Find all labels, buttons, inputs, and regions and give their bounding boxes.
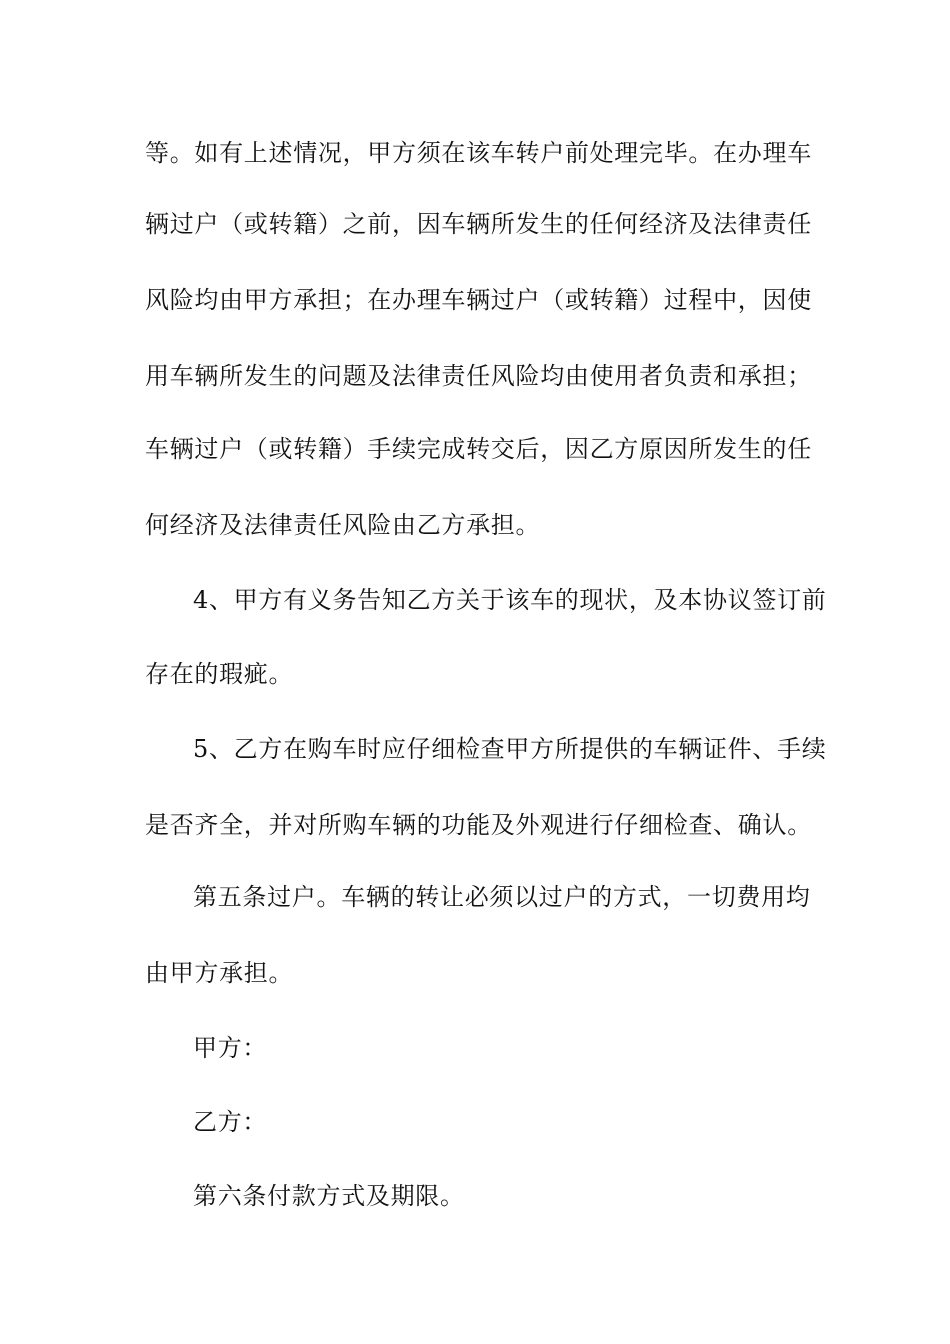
text-line: 辆过户（或转籍）之前，因车辆所发生的任何经济及法律责任 — [145, 210, 812, 238]
text-line: 由甲方承担。 — [145, 959, 294, 987]
paragraph-5-start: 5、乙方在购车时应仔细检查甲方所提供的车辆证件、手续 — [193, 735, 827, 763]
text-line: 等。如有上述情况，甲方须在该车转户前处理完毕。在办理车 — [145, 139, 812, 167]
text-line: 用车辆所发生的问题及法律责任风险均由使用者负责和承担； — [145, 362, 812, 390]
party-b-label: 乙方： — [193, 1108, 268, 1136]
text-line: 存在的瑕疵。 — [145, 660, 294, 688]
party-a-label: 甲方： — [193, 1034, 268, 1062]
article-6-heading: 第六条付款方式及期限。 — [193, 1182, 465, 1210]
text-line: 车辆过户（或转籍）手续完成转交后，因乙方原因所发生的任 — [145, 435, 812, 463]
text-line: 是否齐全，并对所购车辆的功能及外观进行仔细检查、确认。 — [145, 811, 812, 839]
paragraph-4-start: 4、甲方有义务告知乙方关于该车的现状，及本协议签订前 — [193, 586, 827, 614]
text-line: 风险均由甲方承担；在办理车辆过户（或转籍）过程中，因使 — [145, 286, 812, 314]
text-line: 何经济及法律责任风险由乙方承担。 — [145, 511, 541, 539]
article-5-heading: 第五条过户。车辆的转让必须以过户的方式，一切费用均 — [193, 883, 811, 911]
